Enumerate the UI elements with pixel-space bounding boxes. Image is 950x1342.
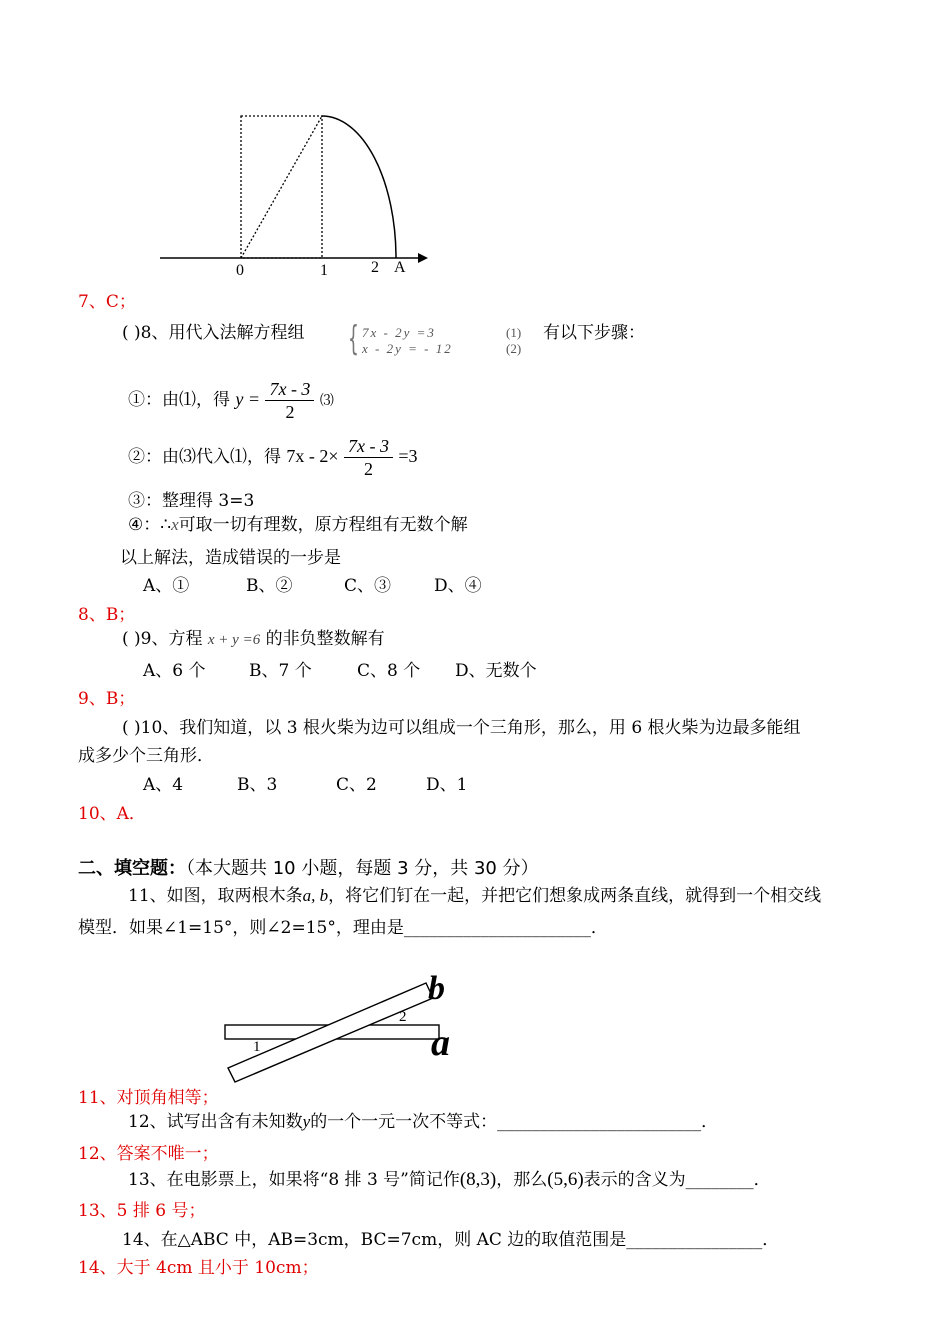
q11-line1-suffix: ，将它们钉在一起，并把它们想象成两条直线，就得到一个相交线 [328, 886, 822, 906]
q8-option-d: D、④ [434, 576, 482, 596]
q12-prefix: 12、试写出含有未知数 [128, 1112, 303, 1132]
q13-pair2: (5,6) [547, 1169, 584, 1190]
q13-prefix: 13、在电影票上，如果将“8 排 3 号”简记作 [128, 1170, 460, 1190]
q11-line1-vars: a, b [302, 886, 329, 905]
q8-eq2: x - 2y = - 12 [362, 341, 453, 356]
label-b: b [428, 970, 445, 1007]
q8-question: 以上解法，造成错误的一步是 [120, 548, 341, 568]
q8-step3: ③：整理得 3=3 [128, 491, 255, 511]
q9-stem-suffix: 的非负整数解有 [265, 629, 385, 649]
q10-answer: 10、A． [78, 804, 146, 824]
section2-heading [78, 858, 539, 880]
q9-option-a: A、6 个 [143, 661, 206, 681]
q8-stem-prefix: ( )8、用代入法解方程组 [122, 323, 305, 343]
q8-step1-prefix: ①：由⑴，得 [128, 390, 230, 410]
q11-line1 [128, 885, 821, 907]
label-2: 2 [371, 259, 379, 276]
q11-line2: 模型．如果∠1=15°，则∠2=15°，理由是______________________． [78, 918, 608, 938]
q8-step2-fraction [344, 435, 393, 480]
q8-option-c: C、③ [344, 576, 392, 596]
q8-step4-suffix: 可取一切有理数，原方程组有无数个解 [178, 515, 468, 535]
q8-eq1: 7x - 2y =3 [362, 325, 436, 340]
q8-step1-lhs: y = [235, 389, 261, 409]
q8-answer: 8、B； [78, 605, 136, 625]
angle-label-1: 1 [253, 1039, 261, 1055]
q13-answer: 13、5 排 6 号； [78, 1201, 206, 1221]
q8-step1-numerator: 7x - 3 [265, 378, 314, 401]
dotted-diagonal [241, 116, 322, 258]
arc [322, 116, 396, 258]
q13-middle: ，那么 [496, 1170, 548, 1190]
q9-stem-prefix: ( )9、方程 [122, 629, 203, 649]
q8-step2-numerator: 7x - 3 [344, 435, 393, 458]
angle-label-2: 2 [399, 1009, 407, 1025]
q8-option-b: B、② [246, 576, 293, 596]
label-1: 1 [320, 262, 328, 279]
intersecting-sticks-figure [215, 965, 475, 1085]
q10-option-b: B、3 [237, 775, 278, 795]
q8-step2-rhs: =3 [398, 446, 418, 466]
q12-answer: 12、答案不唯一； [78, 1144, 219, 1164]
q9-equation: x + y =6 [207, 632, 261, 648]
q10-options [143, 774, 467, 796]
q8-step2-denominator: 2 [363, 459, 373, 479]
q10-option-a: A、4 [143, 775, 184, 795]
q10-option-c: C、2 [336, 775, 377, 795]
q8-step2-lhs: 7x - 2× [286, 446, 339, 466]
q8-step1-denominator: 2 [285, 402, 295, 422]
section2-note: （本大题共 10 小题，每题 3 分，共 30 分） [186, 858, 539, 879]
q8-step2-prefix: ②：由⑶代入⑴，得 [128, 447, 281, 467]
q13-line [128, 1169, 771, 1191]
q13-suffix: 表示的含义为________． [583, 1170, 771, 1190]
label-A: A [394, 259, 406, 276]
q12-suffix: 的一个一元一次不等式：________________________． [310, 1112, 719, 1132]
q8-stem-suffix: 有以下步骤： [543, 323, 645, 343]
label-a: a [431, 1022, 450, 1064]
q12-var: y [302, 1112, 311, 1131]
q8-step1 [128, 376, 334, 424]
q10-line1: ( )10、我们知道，以 3 根火柴为边可以组成一个三角形，那么，用 6 根火柴为边最多能组 [122, 718, 801, 738]
q8-option-a: A、① [143, 576, 190, 596]
q10-option-d: D、1 [426, 775, 468, 795]
number-line-figure [150, 105, 440, 285]
q11-answer: 11、对顶角相等； [78, 1088, 219, 1108]
label-0: 0 [236, 262, 244, 279]
q8-equation-system [348, 319, 548, 363]
axis-arrow-icon [418, 253, 428, 263]
q8-step2 [128, 433, 418, 481]
q11-line1-prefix: 11、如图，取两根木条 [128, 886, 303, 906]
q9-options [143, 660, 537, 682]
q9-stem [122, 628, 385, 651]
q8-eq2-tag: (2) [506, 341, 522, 356]
q10-line2: 成多少个三角形． [78, 746, 214, 766]
q8-stem [122, 322, 304, 344]
q13-pair1: (8,3) [459, 1169, 497, 1190]
q7-answer: 7、C； [78, 292, 136, 312]
q8-step4 [128, 514, 468, 536]
brace-icon: { [348, 319, 359, 359]
q8-step4-prefix: ④：∴ [128, 515, 172, 535]
q9-option-c: C、8 个 [357, 661, 421, 681]
q9-option-d: D、无数个 [455, 661, 537, 681]
q12-line [128, 1111, 718, 1133]
q8-step1-tag: ⑶ [319, 393, 334, 409]
q8-eq1-tag: (1) [506, 325, 522, 340]
q9-option-b: B、7 个 [249, 661, 312, 681]
q9-answer: 9、B； [78, 689, 136, 709]
q8-options [143, 575, 482, 597]
q14-line: 14、在△ABC 中，AB=3cm，BC=7cm，则 AC 边的取值范围是________________． [122, 1230, 780, 1250]
section2-title: 二、填空题： [78, 858, 186, 879]
q8-step4-var: x [171, 515, 179, 534]
q8-step1-fraction [265, 378, 314, 423]
q14-answer: 14、大于 4cm 且小于 10cm； [78, 1258, 319, 1278]
